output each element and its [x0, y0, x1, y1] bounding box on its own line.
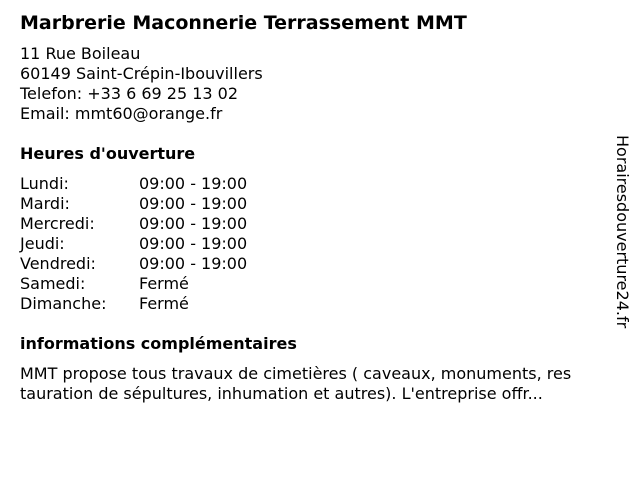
day-label: Mardi:: [20, 194, 70, 213]
day-label: Dimanche:: [20, 294, 107, 313]
info-heading: informations complémentaires: [20, 334, 297, 353]
day-hours: 09:00 - 19:00: [139, 254, 248, 273]
street-address: 11 Rue Boileau: [20, 44, 141, 63]
hours-table: [20, 174, 620, 314]
day-hours: Fermé: [139, 294, 189, 313]
info-description: [20, 364, 620, 404]
phone-number: Telefon: +33 6 69 25 13 02: [20, 84, 239, 103]
hours-row-saturday: [20, 274, 620, 294]
day-label: Samedi:: [20, 274, 86, 293]
hours-row-tuesday: [20, 194, 620, 214]
email-address: Email: mmt60@orange.fr: [20, 104, 223, 123]
day-hours: Fermé: [139, 274, 189, 293]
hours-row-thursday: [20, 234, 620, 254]
hours-row-sunday: [20, 294, 620, 314]
hours-row-wednesday: [20, 214, 620, 234]
business-card: [20, 10, 620, 404]
day-label: Jeudi:: [20, 234, 65, 253]
day-hours: 09:00 - 19:00: [139, 214, 248, 233]
day-hours: 09:00 - 19:00: [139, 234, 248, 253]
contact-block: [20, 44, 620, 124]
hours-heading: Heures d'ouverture: [20, 144, 196, 163]
site-watermark: Horairesdouverture24.fr: [613, 135, 632, 329]
city-address: 60149 Saint-Crépin-Ibouvillers: [20, 64, 263, 83]
day-label: Lundi:: [20, 174, 69, 193]
day-hours: 09:00 - 19:00: [139, 194, 248, 213]
hours-row-monday: [20, 174, 620, 194]
business-name: Marbrerie Maconnerie Terrassement MMT: [20, 12, 467, 34]
info-line: tauration de sépultures, inhumation et autres). L'entreprise offr...: [20, 384, 543, 403]
day-label: Vendredi:: [20, 254, 96, 273]
day-hours: 09:00 - 19:00: [139, 174, 248, 193]
hours-row-friday: [20, 254, 620, 274]
day-label: Mercredi:: [20, 214, 95, 233]
info-line: MMT propose tous travaux de cimetières ( caveaux, monuments, res: [20, 364, 572, 383]
